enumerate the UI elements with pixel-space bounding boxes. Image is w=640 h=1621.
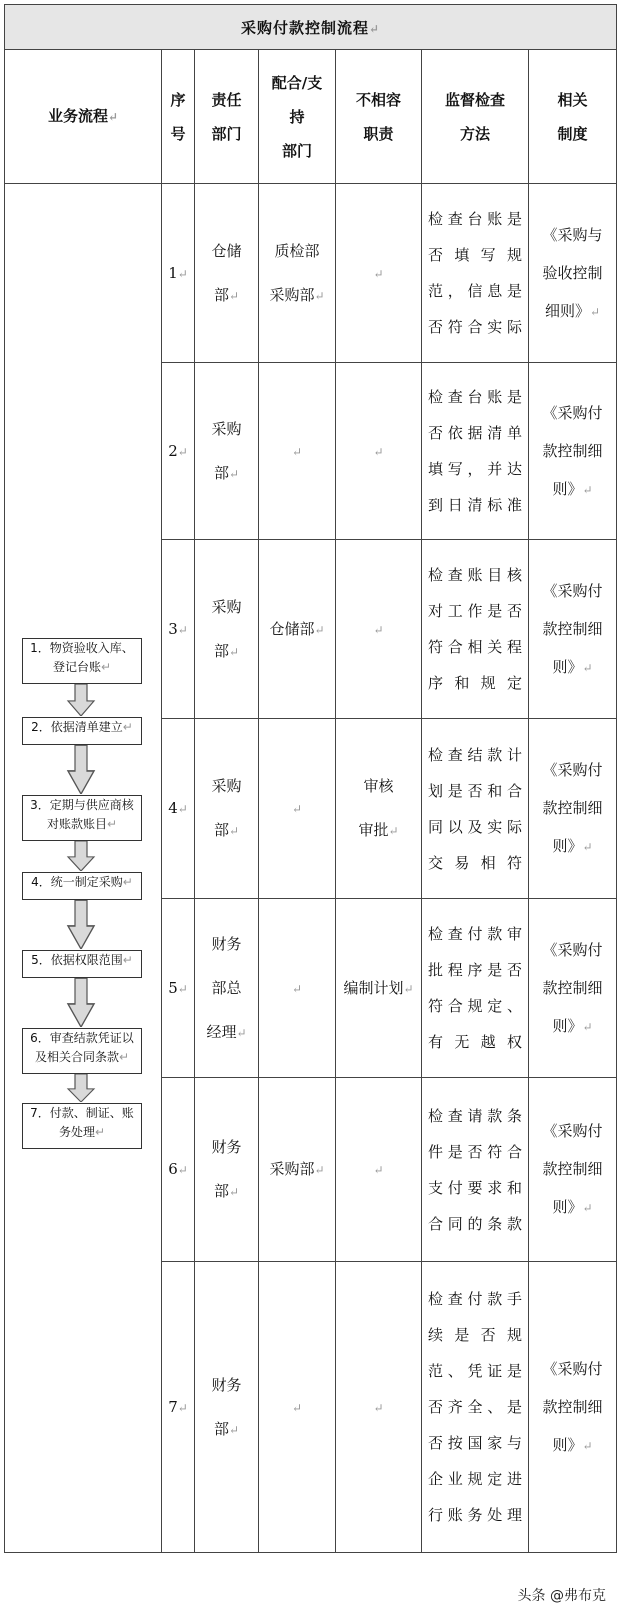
method-cell: 检查账目核 对工作是否 符合相关程 序和规定: [422, 540, 529, 719]
incompat-cell: 编制计划↵: [336, 899, 422, 1078]
header-process: 业务流程↵: [5, 50, 162, 184]
header-seq: 序 号: [162, 50, 195, 184]
dept-cell: 采购 部↵: [195, 540, 259, 719]
method-cell: 检查付款手 续是否规 范、凭证是 否齐全、是 否按国家与 企业规定进 行账务处理: [422, 1262, 529, 1553]
table-title: 采购付款控制流程↵: [5, 5, 617, 50]
flow-arrow-icon: [66, 900, 96, 949]
rules-cell: 《采购与 验收控制 细则》↵: [529, 184, 617, 363]
method-cell: 检查付款审 批程序是否 符合规定、 有无越权: [422, 899, 529, 1078]
seq-cell: 3↵: [162, 540, 195, 719]
method-cell: 检查台账是 否填写规 范，信息是 否符合实际: [422, 184, 529, 363]
incompat-cell: ↵: [336, 1078, 422, 1262]
flow-arrow-icon: [66, 745, 96, 794]
table-row: [5, 184, 617, 363]
flow-arrow-icon: [66, 684, 96, 716]
support-cell: 仓储部↵: [259, 540, 336, 719]
header-incompat: 不相容 职责: [336, 50, 422, 184]
watermark: 头条 @弗布克: [514, 1583, 610, 1607]
seq-cell: 6↵: [162, 1078, 195, 1262]
support-cell: 采购部↵: [259, 1078, 336, 1262]
flow-arrow-icon: [66, 978, 96, 1027]
support-cell: ↵: [259, 899, 336, 1078]
flow-arrow-icon: [66, 1074, 96, 1102]
rules-cell: 《采购付 款控制细 则》↵: [529, 540, 617, 719]
rules-cell: 《采购付 款控制细 则》↵: [529, 899, 617, 1078]
seq-cell: 5↵: [162, 899, 195, 1078]
header-method: 监督检查 方法: [422, 50, 529, 184]
flow-step-box: 4．统一制定采购↵: [22, 872, 142, 900]
dept-cell: 财务 部↵: [195, 1262, 259, 1553]
rules-cell: 《采购付 款控制细 则》↵: [529, 719, 617, 899]
header-rules: 相关 制度: [529, 50, 617, 184]
flow-step-box: 6．审查结款凭证以 及相关合同条款↵: [22, 1028, 142, 1074]
flow-step-box: 5．依据权限范围↵: [22, 950, 142, 978]
rules-cell: 《采购付 款控制细 则》↵: [529, 363, 617, 540]
seq-cell: 1↵: [162, 184, 195, 363]
method-cell: 检查结款计 划是否和合 同以及实际 交易相符: [422, 719, 529, 899]
incompat-cell: ↵: [336, 363, 422, 540]
flow-step-box: 2．依据清单建立↵: [22, 717, 142, 745]
flow-step-box: 1．物资验收入库、 登记台账↵: [22, 638, 142, 684]
support-cell: ↵: [259, 1262, 336, 1553]
dept-cell: 财务 部↵: [195, 1078, 259, 1262]
rules-cell: 《采购付 款控制细 则》↵: [529, 1262, 617, 1553]
seq-cell: 4↵: [162, 719, 195, 899]
dept-cell: 采购 部↵: [195, 363, 259, 540]
incompat-cell: ↵: [336, 540, 422, 719]
incompat-cell: ↵: [336, 184, 422, 363]
header-row: [5, 50, 617, 184]
header-dept: 责任 部门: [195, 50, 259, 184]
method-cell: 检查台账是 否依据清单 填写，并达 到日清标准: [422, 363, 529, 540]
incompat-cell: ↵: [336, 1262, 422, 1553]
dept-cell: 财务 部总 经理↵: [195, 899, 259, 1078]
rules-cell: 《采购付 款控制细 则》↵: [529, 1078, 617, 1262]
dept-cell: 采购 部↵: [195, 719, 259, 899]
flow-arrow-icon: [66, 841, 96, 871]
support-cell: ↵: [259, 363, 336, 540]
support-cell: 质检部 采购部↵: [259, 184, 336, 363]
support-cell: ↵: [259, 719, 336, 899]
incompat-cell: 审核 审批↵: [336, 719, 422, 899]
seq-cell: 7↵: [162, 1262, 195, 1553]
flow-step-box: 3．定期与供应商核 对账款账目↵: [22, 795, 142, 841]
header-support: 配合/支 持 部门: [259, 50, 336, 184]
method-cell: 检查请款条 件是否符合 支付要求和 合同的条款: [422, 1078, 529, 1262]
dept-cell: 仓储 部↵: [195, 184, 259, 363]
flow-step-box: 7．付款、制证、账 务处理↵: [22, 1103, 142, 1149]
seq-cell: 2↵: [162, 363, 195, 540]
